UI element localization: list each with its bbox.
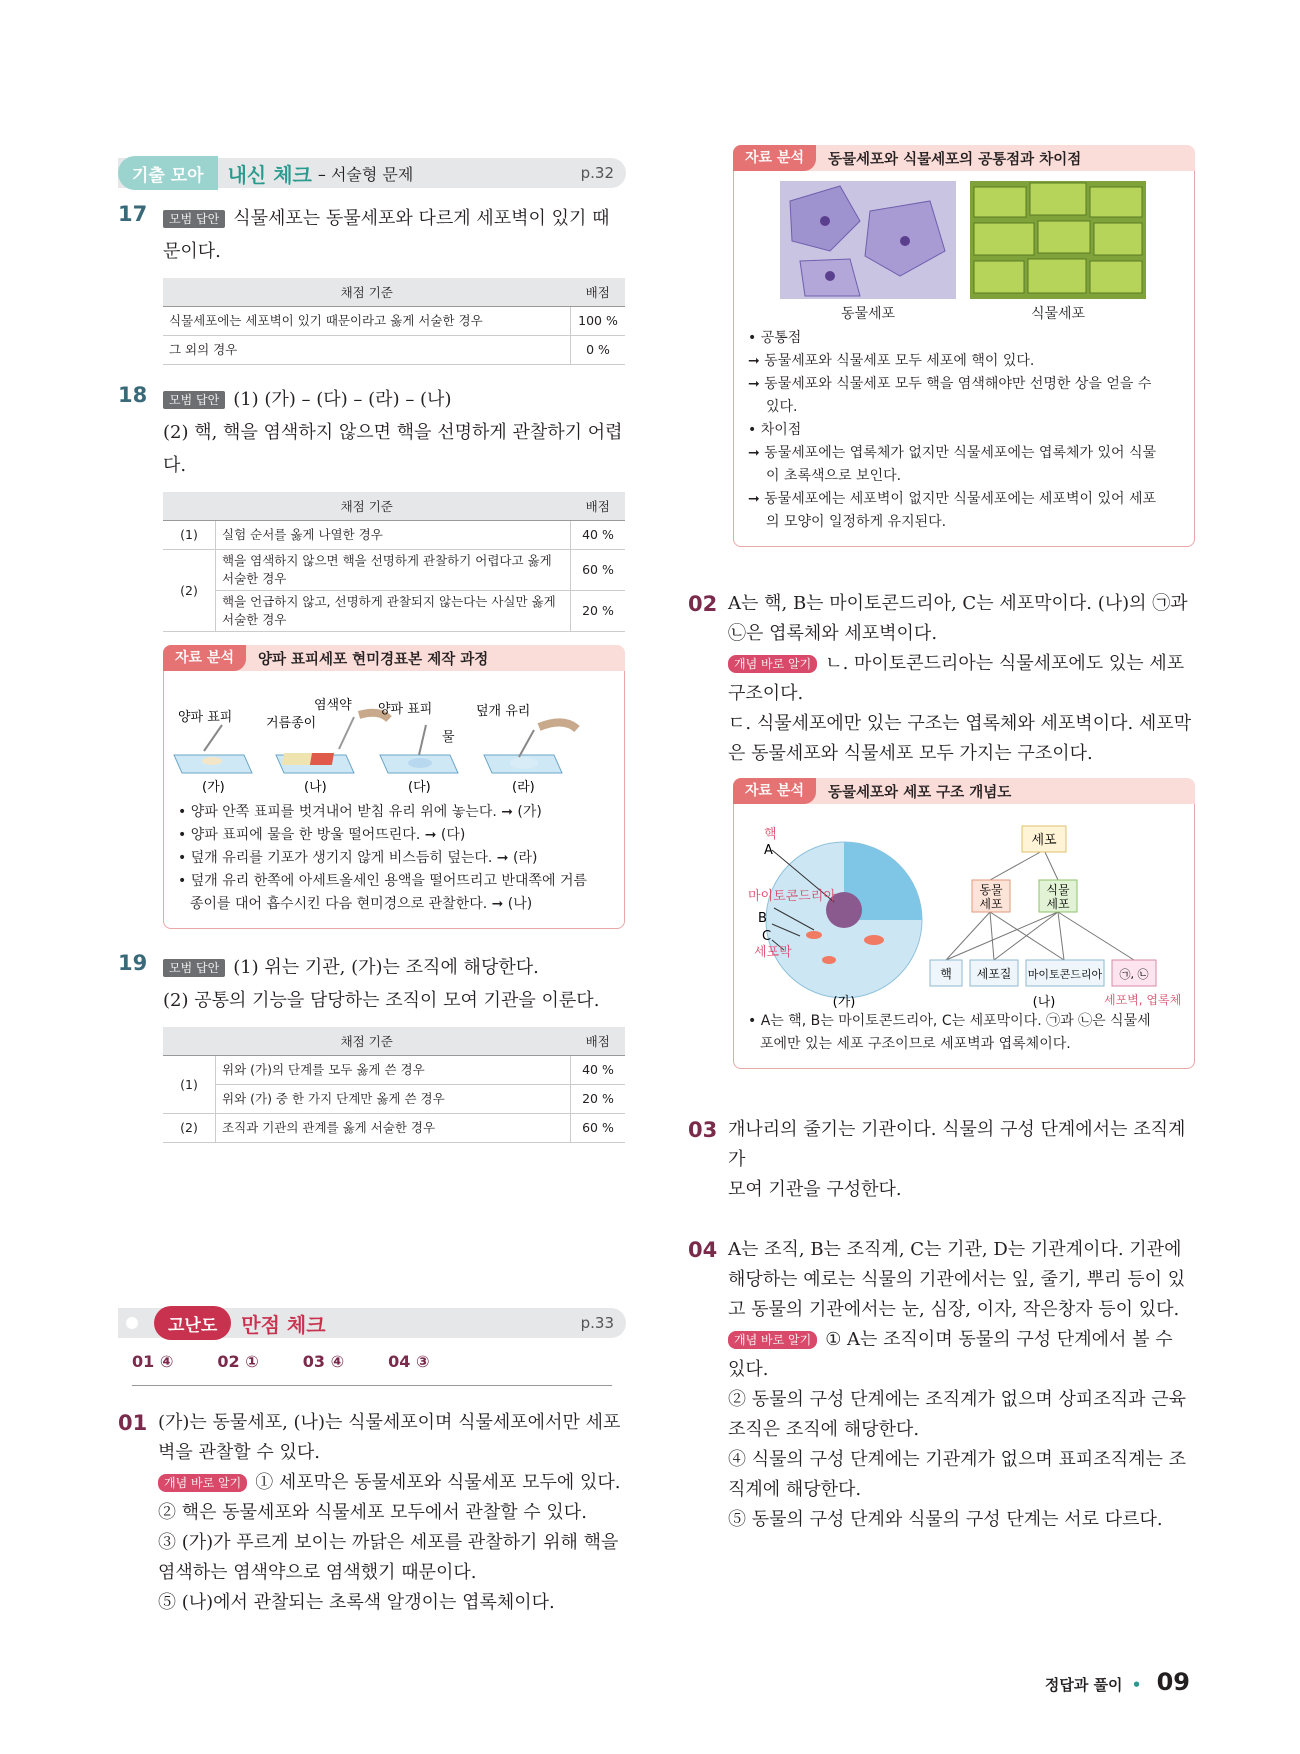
step-label: (나)	[304, 780, 327, 795]
answer-text: (1) 위는 기관, (가)는 조직에 해당한다.	[233, 957, 539, 978]
bullet-line: • 덮개 유리를 기포가 생기지 않게 비스듬히 덮는다. ➞ (라)	[178, 850, 538, 866]
data-analysis-box-cells	[733, 150, 1195, 547]
model-answer-badge: 모범 답안	[163, 210, 225, 228]
answer-key-row	[132, 1352, 612, 1386]
section-subtitle: – 서술형 문제	[317, 164, 414, 184]
label-C: C	[762, 929, 772, 944]
text-line: ⑤ 동물의 구성 단계와 식물의 구성 단계는 서로 다르다.	[728, 1509, 1163, 1530]
bullet-line: ➞ 동물세포와 식물세포 모두 세포에 핵이 있다.	[748, 353, 1035, 369]
answer-text: (2) 핵, 핵을 염색하지 않으면 핵을 선명하게 관찰하기 어렵다.	[163, 422, 623, 476]
bullet-line: 포에만 있는 세포 구조이므로 세포벽과 엽록체이다.	[760, 1036, 1071, 1052]
text-line: 구조이다.	[728, 683, 804, 704]
step-label: (다)	[408, 780, 431, 795]
box-caption: 양파 표피세포 현미경표본 제작 과정	[257, 651, 489, 668]
label-onion-skin-2: 양파 표피	[378, 702, 433, 717]
table-cell: 100 %	[571, 307, 626, 336]
question-number: 01	[118, 1411, 148, 1435]
text-line: 조직은 조직에 해당한다.	[728, 1419, 920, 1440]
box-tag: 자료 분석	[733, 145, 816, 171]
question-number: 03	[688, 1118, 718, 1142]
text-line: 고 동물의 기관에서는 눈, 심장, 이자, 작은창자 등이 있다.	[728, 1299, 1180, 1320]
label-cell-membrane: 세포막	[754, 945, 792, 960]
bullet-line: • 양파 안쪽 표피를 벗겨내어 받침 유리 위에 놓는다. ➞ (가)	[178, 804, 542, 820]
section-header-naesin	[118, 158, 626, 188]
label-cover-glass: 덮개 유리	[476, 704, 531, 719]
section-page-ref: p.33	[580, 1314, 614, 1332]
answer-text: (1) (가) – (다) – (라) – (나)	[233, 389, 452, 410]
text-line: ② 동물의 구성 단계에는 조직계가 없으며 상피조직과 근육	[728, 1389, 1186, 1410]
answer-text: (2) 공통의 기능을 담당하는 조직이 모여 기관을 이룬다.	[163, 990, 600, 1011]
scoring-table	[163, 278, 625, 365]
question-04	[688, 1235, 1193, 1535]
table-cell: 40 %	[571, 521, 626, 550]
footer-label: 정답과 풀이	[1044, 1676, 1123, 1694]
data-analysis-box-structure	[733, 783, 1195, 1069]
table-cell: (1)	[163, 521, 216, 550]
bullet-line: • 공통점	[748, 330, 802, 346]
answer-text: 식물세포는 동물세포와 다르게 세포벽이 있기 때	[233, 208, 610, 229]
bullet-line: • A는 핵, B는 마이토콘드리아, C는 세포막이다. ㉠과 ㉡은 식물세	[748, 1013, 1151, 1029]
table-row	[163, 1085, 625, 1114]
question-number: 17	[118, 202, 148, 226]
box-bullets	[748, 1010, 1180, 1056]
box-tag: 자료 분석	[163, 645, 246, 671]
text-line: 개나리의 줄기는 기관이다. 식물의 구성 단계에서는 조직계가	[728, 1119, 1186, 1170]
tree-leaf: 세포질	[976, 967, 1012, 981]
answer-key: 04 ③	[388, 1352, 430, 1371]
footer-dot: •	[1131, 1676, 1142, 1694]
text-line: A는 핵, B는 마이토콘드리아, C는 세포막이다. (나)의 ㉠과	[728, 593, 1188, 614]
table-cell: 0 %	[571, 336, 626, 365]
bullet-line: • 덮개 유리 한쪽에 아세트올세인 용액을 떨어뜨리고 반대쪽에 거름	[178, 873, 588, 889]
text-line: 모여 기관을 구성한다.	[728, 1179, 902, 1200]
answer-key: 03 ④	[302, 1352, 345, 1371]
table-cell: 식물세포에는 세포벽이 있기 때문이라고 옳게 서술한 경우	[163, 307, 571, 336]
tree-node-plant: 식물 세포	[1046, 883, 1070, 911]
bullet-line: • 차이점	[748, 422, 802, 438]
tree-root: 세포	[1031, 833, 1057, 848]
tree-note: 세포벽, 엽록체	[1104, 993, 1182, 1007]
box-bullets	[748, 327, 1180, 534]
table-row	[163, 1114, 625, 1143]
scoring-table	[163, 1027, 625, 1143]
text-line: 벽을 관찰할 수 있다.	[158, 1442, 320, 1463]
answer-key: 02 ①	[217, 1352, 259, 1371]
table-cell: (1)	[163, 1056, 216, 1114]
table-row	[163, 591, 625, 632]
question-number: 18	[118, 383, 148, 407]
table-row	[163, 1056, 625, 1085]
concept-badge: 개념 바로 알기	[728, 1331, 817, 1349]
table-cell: (2)	[163, 550, 216, 632]
animal-cell-micrograph	[780, 181, 956, 299]
table-header: 배점	[571, 492, 626, 521]
cell-structure-diagram	[734, 810, 1182, 1010]
text-line: ㄷ. 식물세포에만 있는 구조는 엽록체와 세포벽이다. 세포막	[728, 713, 1192, 734]
data-analysis-box-onion	[163, 650, 625, 929]
text-line: 직계에 해당한다.	[728, 1479, 862, 1500]
text-line: 은 동물세포와 식물세포 모두 가지는 구조이다.	[728, 743, 1093, 764]
tree-node-animal: 동물 세포	[979, 883, 1003, 911]
answer-key: 01 ④	[132, 1352, 174, 1371]
scoring-table	[163, 492, 625, 632]
bullet-line: ➞ 동물세포와 식물세포 모두 핵을 염색해야만 선명한 상을 얻을 수	[748, 376, 1152, 392]
box-bullets	[178, 801, 610, 916]
tree-leaf: 마이토콘드리아	[1027, 968, 1103, 981]
table-cell: 위와 (가)의 단계를 모두 옳게 쓴 경우	[216, 1056, 571, 1085]
table-row	[163, 336, 625, 365]
bullet-line: 있다.	[766, 399, 798, 415]
question-number: 04	[688, 1238, 718, 1262]
tree-leaf: ㉠, ㉡	[1119, 968, 1149, 981]
label-stain: 염색약	[314, 698, 352, 713]
section-page-ref: p.32	[580, 164, 614, 182]
question-03	[688, 1115, 1193, 1205]
page-number: 09	[1156, 1668, 1190, 1696]
step-label: (가)	[202, 780, 225, 795]
table-cell: 20 %	[571, 591, 626, 632]
label-mitochondria: 마이토콘드리아	[748, 889, 836, 904]
bullet-line: 종이를 대어 흡수시킨 다음 현미경으로 관찰한다. ➞ (나)	[190, 896, 533, 912]
section-title: 내신 체크	[227, 162, 312, 187]
bullet-line: • 양파 표피에 물을 한 방울 떨어뜨린다. ➞ (다)	[178, 827, 466, 843]
model-answer-badge: 모범 답안	[163, 959, 225, 977]
section-title: 만점 체크	[241, 1312, 326, 1337]
table-header: 배점	[571, 278, 626, 307]
table-header: 채점 기준	[163, 278, 571, 307]
table-cell: 40 %	[571, 1056, 626, 1085]
bullet-line: ➞ 동물세포에는 엽록체가 없지만 식물세포에는 엽록체가 있어 식물	[748, 445, 1157, 461]
table-header: 채점 기준	[163, 1027, 571, 1056]
text-line: 염색하는 염색약으로 염색했기 때문이다.	[158, 1562, 477, 1583]
table-cell: 실험 순서를 옳게 나열한 경우	[216, 521, 571, 550]
concept-badge: 개념 바로 알기	[158, 1474, 247, 1492]
label-nucleus: 핵	[764, 827, 777, 842]
plant-cell-micrograph	[970, 181, 1146, 299]
label-filter-paper: 거름종이	[266, 716, 317, 731]
text-line: ⑤ (나)에서 관찰되는 초록색 알갱이는 엽록체이다.	[158, 1592, 555, 1613]
manjeom-check-section	[118, 1308, 626, 1618]
text-line: ④ 식물의 구성 단계에는 기관계가 없으며 표피조직계는 조	[728, 1449, 1186, 1470]
text-line: ① 세포막은 동물세포와 식물세포 모두에 있다.	[255, 1472, 621, 1493]
right-column	[688, 150, 1193, 1535]
tree-leaf: 핵	[940, 967, 952, 981]
table-cell: (2)	[163, 1114, 216, 1143]
text-line: ① A는 조직이며 동물의 구성 단계에서 볼 수	[825, 1329, 1173, 1350]
model-answer-badge: 모범 답안	[163, 391, 225, 409]
question-number: 02	[688, 592, 718, 616]
concept-badge: 개념 바로 알기	[728, 655, 817, 673]
label-onion-skin: 양파 표피	[178, 710, 233, 725]
table-cell: 핵을 염색하지 않으면 핵을 선명하게 관찰하기 어렵다고 옳게 서술한 경우	[216, 550, 571, 591]
section-pill: 기출 모아	[118, 156, 218, 190]
bullet-dot-icon	[126, 1317, 138, 1329]
left-column	[118, 158, 626, 1143]
image-caption: 식물세포	[1030, 306, 1086, 322]
table-header: 채점 기준	[163, 492, 571, 521]
table-row	[163, 521, 625, 550]
text-line: ㄴ. 마이토콘드리아는 식물세포에도 있는 세포	[825, 653, 1185, 674]
page-footer	[1045, 1668, 1190, 1696]
table-header: 배점	[571, 1027, 626, 1056]
diagram-caption: (가)	[832, 995, 856, 1010]
text-line: ㉡은 엽록체와 세포벽이다.	[728, 623, 938, 644]
table-cell: 60 %	[571, 550, 626, 591]
text-line: 있다.	[728, 1359, 769, 1380]
table-cell: 위와 (가) 중 한 가지 단계만 옳게 쓴 경우	[216, 1085, 571, 1114]
question-number: 19	[118, 951, 148, 975]
diagram-caption: (나)	[1032, 995, 1056, 1010]
table-row	[163, 550, 625, 591]
section-pill: 고난도	[154, 1306, 231, 1340]
table-cell: 60 %	[571, 1114, 626, 1143]
text-line: A는 조직, B는 조직계, C는 기관, D는 기관계이다. 기관에	[728, 1239, 1182, 1260]
onion-slide-illustration	[164, 685, 596, 795]
bullet-line: ➞ 동물세포에는 세포벽이 없지만 식물세포에는 세포벽이 있어 세포	[748, 491, 1157, 507]
table-cell: 20 %	[571, 1085, 626, 1114]
label-B: B	[758, 911, 767, 926]
question-01	[118, 1408, 626, 1618]
label-A: A	[764, 843, 773, 858]
question-02	[688, 589, 1193, 769]
image-caption: 동물세포	[840, 306, 896, 322]
text-line: 해당하는 예로는 식물의 기관에서는 잎, 줄기, 뿌리 등이 있	[728, 1269, 1186, 1290]
text-line: (가)는 동물세포, (나)는 식물세포이며 식물세포에서만 세포	[158, 1412, 621, 1433]
answer-text: 문이다.	[163, 241, 221, 262]
table-row	[163, 307, 625, 336]
box-caption: 동물세포와 세포 구조 개념도	[827, 784, 1012, 801]
step-label: (라)	[512, 780, 535, 795]
question-19	[118, 951, 626, 1143]
label-water: 물	[442, 730, 455, 745]
question-17	[118, 202, 626, 365]
text-line: ② 핵은 동물세포와 식물세포 모두에서 관찰할 수 있다.	[158, 1502, 587, 1523]
table-cell: 조직과 기관의 관계를 옳게 서술한 경우	[216, 1114, 571, 1143]
table-cell: 핵을 언급하지 않고, 선명하게 관찰되지 않는다는 사실만 옳게 서술한 경우	[216, 591, 571, 632]
box-tag: 자료 분석	[733, 778, 816, 804]
box-caption: 동물세포와 식물세포의 공통점과 차이점	[827, 151, 1082, 168]
bullet-line: 의 모양이 일정하게 유지된다.	[766, 514, 947, 530]
section-header-manjeom	[118, 1308, 626, 1338]
text-line: ③ (가)가 푸르게 보이는 까닭은 세포를 관찰하기 위해 핵을	[158, 1532, 619, 1553]
question-18	[118, 383, 626, 632]
bullet-line: 이 초록색으로 보인다.	[766, 468, 902, 484]
table-cell: 그 외의 경우	[163, 336, 571, 365]
